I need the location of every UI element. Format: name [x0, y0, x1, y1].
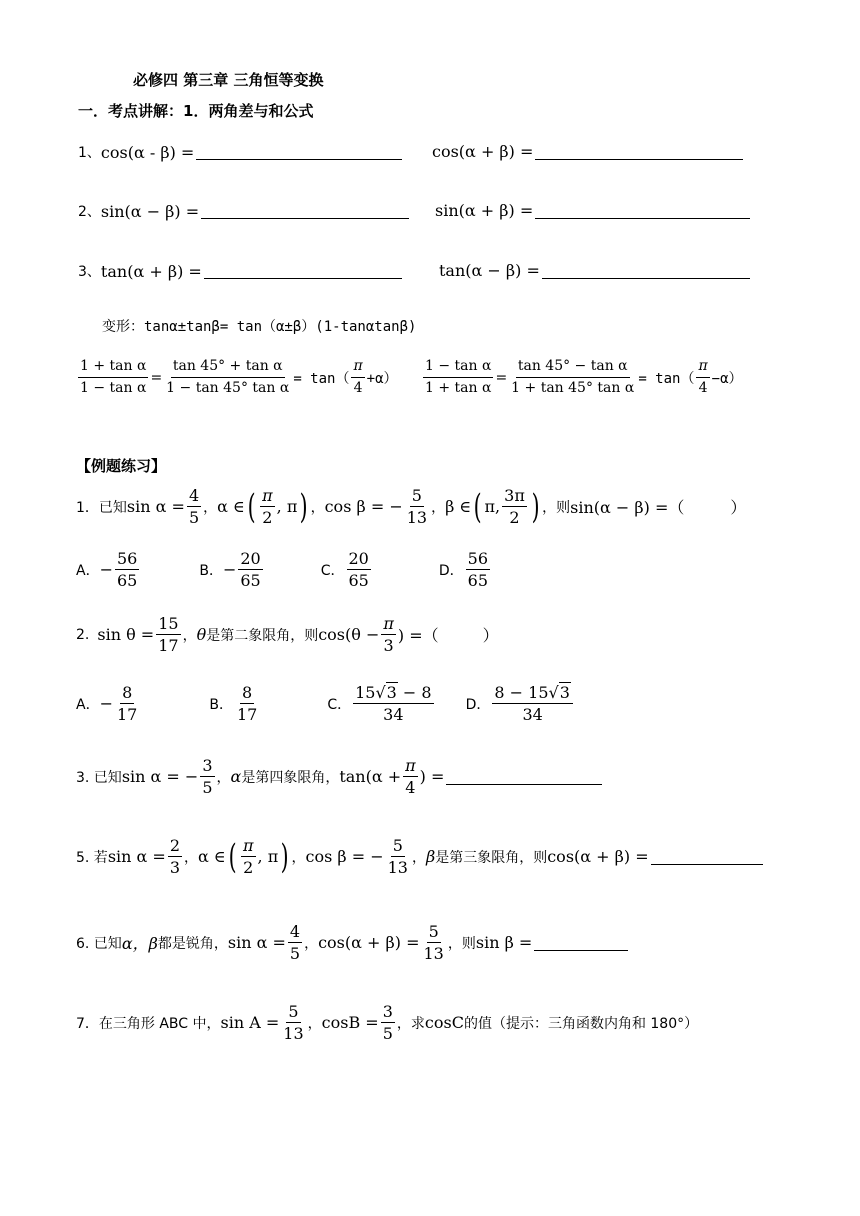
question-3: 3. 已知 sin α = − $\frac{3}{5}$ ， α 是第四象限角， tan(α + $\frac{\pi}{4}$ ) =	[76, 756, 602, 797]
page-title: 必修四 第三章 三角恒等变换	[133, 71, 324, 89]
option-a[interactable]: $\frac{56}{65}$	[116, 549, 138, 590]
formula-tan-minus: tan(α − β) =	[439, 261, 540, 280]
question-6: 6. 已知 α，β 都是锐角， sin α = $\frac{4}{5}$ ， cos(α + β) = $\frac{5}{13}$ ，则 sin β =	[76, 922, 628, 963]
answer-blank[interactable]	[534, 949, 628, 951]
option-d[interactable]: $\frac{8 - 15√3}{34}$	[492, 683, 573, 724]
answer-blank[interactable]	[542, 277, 750, 279]
option-c[interactable]: $\frac{20}{65}$	[348, 549, 369, 590]
formula-row-1b	[432, 142, 743, 161]
formula-tan-plus: tan(α + β) =	[100, 261, 202, 281]
answer-blank[interactable]	[535, 217, 750, 219]
option-b[interactable]: $\frac{20}{65}$	[240, 549, 261, 590]
examples-heading: 【例题练习】	[76, 457, 167, 475]
formula-row-3b	[439, 261, 750, 280]
section-heading: 一．考点讲解：1．两角差与和公式	[78, 102, 314, 120]
answer-blank[interactable]	[201, 217, 409, 219]
formula-row-2: 2、 sin(α − β) =	[78, 201, 409, 221]
formula-row-1: 1、 cos(α - β) =	[78, 142, 402, 162]
formula-sin-minus: sin(α − β) =	[100, 201, 200, 221]
variant-line: 变形： tanα±tanβ= tan（α±β）(1-tanαtanβ)	[102, 319, 417, 335]
answer-blank[interactable]	[204, 277, 402, 279]
answer-blank[interactable]	[196, 158, 402, 160]
option-c[interactable]: $\frac{15√3 - 8}{34}$	[355, 683, 432, 724]
formula-sin-plus: sin(α + β) =	[435, 201, 534, 220]
formula-row-2b	[435, 201, 750, 220]
question-2-options: A． − $\frac{8}{17}$ B． $\frac{8}{17}$ C． $\frac{15√3 - 8}{34}$ D． $\frac{8 - 15√3}{34}$	[76, 683, 575, 724]
variant-fraction-right: $\frac{\text{1 − tan α}}{\text{1 + tan α}}$ = $\frac{\text{tan 45° − tan α}}{\text{1 + tan 45° tan α}}$ = tan（ $\frac{\pi}{4}$ −α）	[425, 358, 743, 396]
option-d[interactable]: $\frac{56}{65}$	[467, 549, 488, 590]
question-1: 1．已知 sin α = $\frac{4}{5}$ ， α ∈ ( $\frac{\pi}{2}$ , π ) ， cos β = − $\frac{5}{13}$ ， β ∈ ( π, $\frac{3\pi}{2}$ ) ， 则 sin(α − β) =（ ）	[76, 486, 747, 527]
answer-blank[interactable]	[651, 863, 763, 865]
question-7: 7．在三角形 ABC 中， sin A = $\frac{5}{13}$ ， cosB = $\frac{3}{5}$ ，求 cosC 的值（提示：三角函数内角和 180°）	[76, 1002, 699, 1043]
answer-blank[interactable]	[535, 158, 743, 160]
answer-blank[interactable]	[446, 783, 602, 785]
variant-fraction-left: $\frac{\text{1 + tan α}}{\text{1 − tan α}}$ = $\frac{\text{tan 45° + tan α}}{\text{1 − tan 45° tan α}}$ = tan（ $\frac{\pi}{4}$ +α）	[80, 358, 398, 396]
question-2: 2. sin θ = $\frac{15}{17}$ ， θ 是第二象限角，则 cos(θ − $\frac{\pi}{3}$ ) =（ ）	[76, 614, 499, 655]
option-b[interactable]: $\frac{8}{17}$	[236, 683, 258, 724]
formula-cos-minus: cos(α - β) =	[100, 142, 195, 162]
question-5: 5. 若 sin α = $\frac{2}{3}$ ， α ∈ ( $\frac{\pi}{2}$ , π ) ， cos β = − $\frac{5}{13}$ ， β 是第三象限角，则 cos(α + β) =	[76, 836, 763, 877]
formula-cos-plus: cos(α + β) =	[432, 142, 534, 161]
formula-row-3: 3、 tan(α + β) =	[78, 261, 402, 281]
option-a[interactable]: $\frac{8}{17}$	[116, 683, 138, 724]
question-1-options: A． − $\frac{56}{65}$ B． − $\frac{20}{65}$ C． $\frac{20}{65}$ D． $\frac{56}{65}$	[76, 549, 488, 590]
